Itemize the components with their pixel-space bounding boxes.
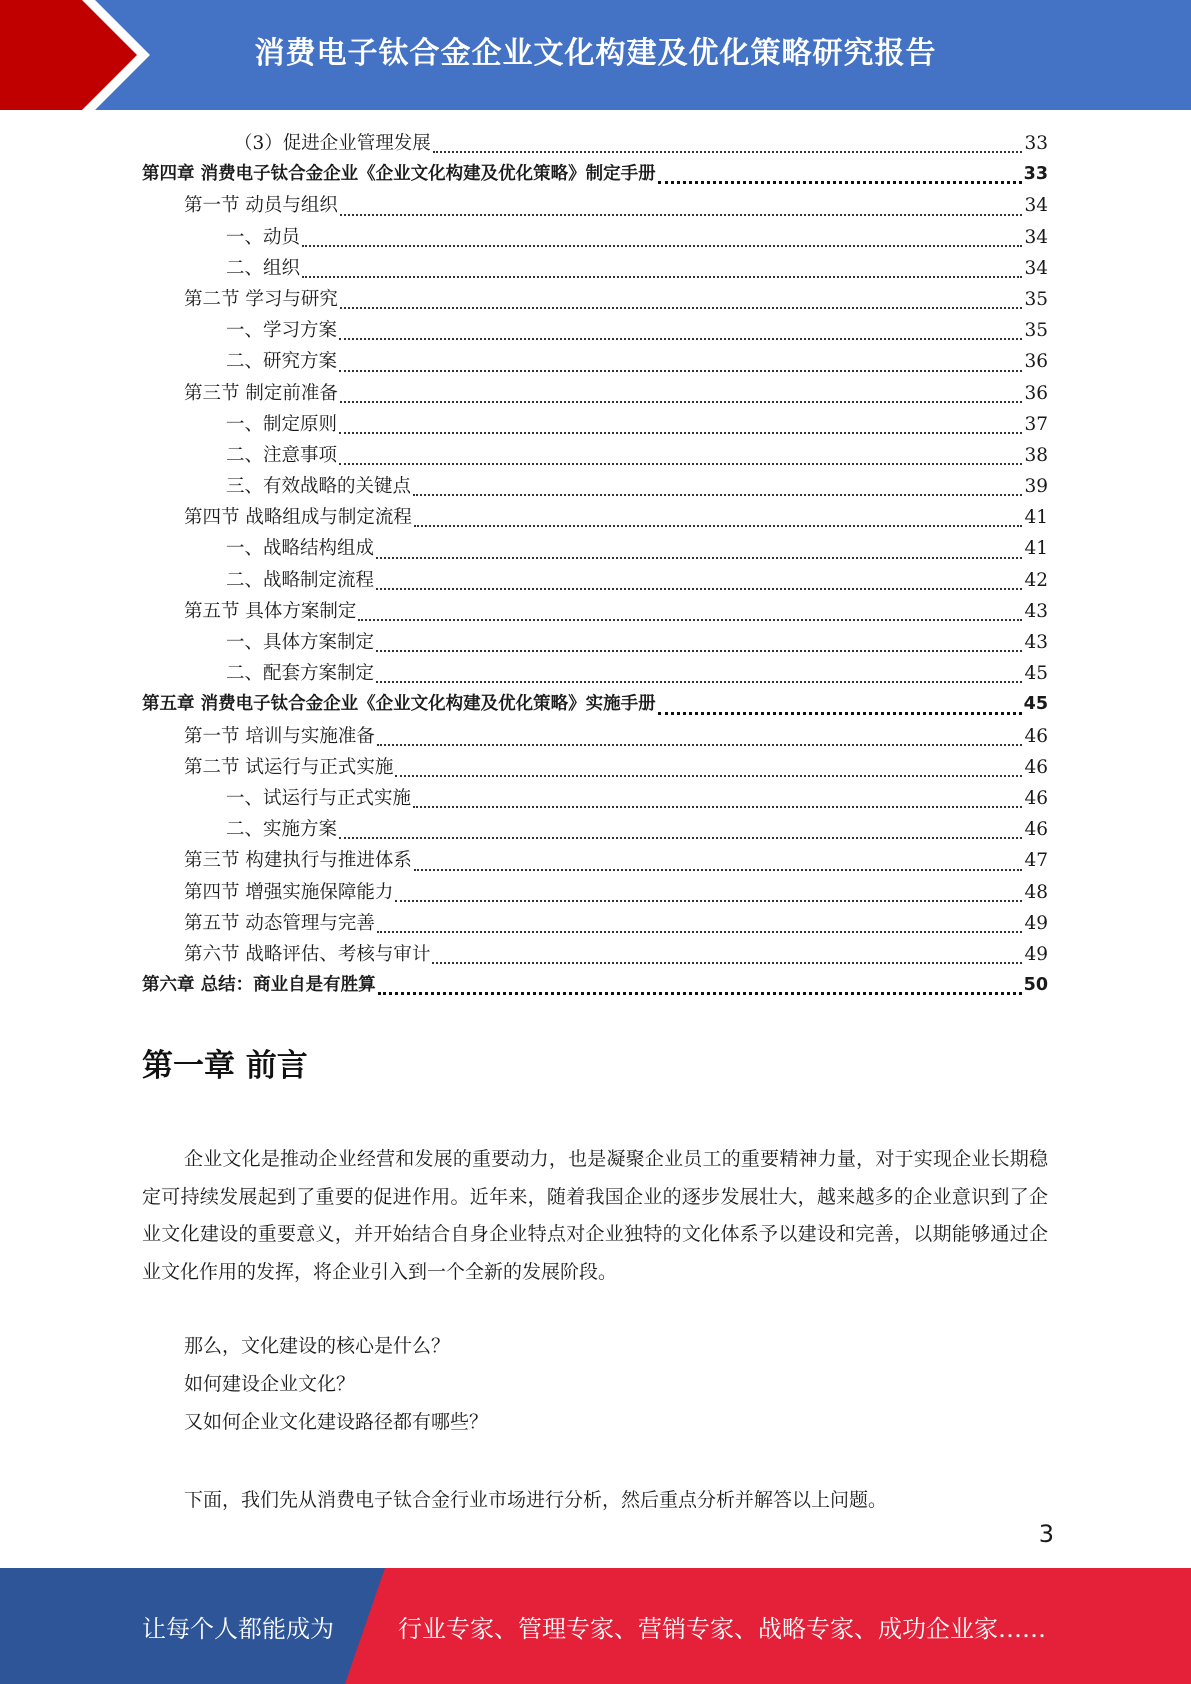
- toc-leader-dots: [395, 775, 1022, 777]
- toc-entry[interactable]: [142, 784, 1048, 815]
- toc-entry[interactable]: [142, 441, 1048, 472]
- toc-entry[interactable]: [142, 815, 1048, 846]
- toc-page-number: 42: [1024, 569, 1048, 591]
- toc-entry-text: 第三节 制定前准备: [184, 382, 338, 404]
- toc-entry-text: 第一节 培训与实施准备: [184, 725, 375, 747]
- toc-leader-dots: [432, 962, 1022, 964]
- toc-leader-dots: [339, 837, 1022, 839]
- toc-entry-text: 第六章 总结：商业自是有胜算: [142, 975, 376, 996]
- toc-page-number: 45: [1023, 694, 1048, 715]
- question-line: 如何建设企业文化？: [184, 1373, 356, 1395]
- toc-leader-dots: [376, 650, 1022, 652]
- toc-entry-text: 第四节 增强实施保障能力: [184, 881, 394, 903]
- toc-entry-text: 第二节 试运行与正式实施: [184, 756, 394, 778]
- toc-page-number: 35: [1024, 288, 1048, 310]
- toc-entry[interactable]: [142, 191, 1048, 222]
- toc-entry-text: 二、战略制定流程: [226, 569, 375, 591]
- chapter-heading: 第一章 前言: [142, 1048, 308, 1084]
- toc-entry[interactable]: [142, 410, 1048, 441]
- closing-paragraph: 下面，我们先从消费电子钛合金行业市场进行分析，然后重点分析并解答以上问题。: [184, 1489, 888, 1511]
- toc-page-number: 43: [1024, 600, 1048, 622]
- toc-entry-text: 二、配套方案制定: [226, 663, 375, 685]
- toc-page-number: 34: [1024, 257, 1048, 279]
- table-of-contents: [142, 129, 1048, 1002]
- toc-entry-text: 第五章 消费电子钛合金企业《企业文化构建及优化策略》实施手册: [142, 694, 656, 715]
- toc-leader-dots: [302, 276, 1022, 278]
- toc-leader-dots: [340, 401, 1023, 403]
- toc-entry[interactable]: [142, 379, 1048, 410]
- toc-entry[interactable]: [142, 753, 1048, 784]
- red-arrow-icon: [0, 0, 160, 110]
- toc-page-number: 48: [1024, 881, 1048, 903]
- toc-page-number: 50: [1023, 975, 1048, 996]
- toc-page-number: 41: [1024, 538, 1048, 560]
- toc-entry-text: 第六节 战略评估、考核与审计: [184, 943, 431, 965]
- toc-leader-dots: [376, 588, 1022, 590]
- toc-leader-dots: [395, 900, 1022, 902]
- toc-entry-text: 二、实施方案: [226, 819, 338, 841]
- toc-leader-dots: [339, 338, 1022, 340]
- toc-entry[interactable]: [142, 129, 1048, 160]
- toc-entry-text: 第四章 消费电子钛合金企业《企业文化构建及优化策略》制定手册: [142, 164, 656, 185]
- toc-entry[interactable]: [142, 878, 1048, 909]
- toc-entry-text: 一、制定原则: [226, 413, 338, 435]
- toc-entry[interactable]: [142, 846, 1048, 877]
- toc-page-number: 33: [1024, 133, 1048, 154]
- toc-leader-dots: [377, 931, 1023, 933]
- toc-entry-text: 第二节 学习与研究: [184, 288, 338, 310]
- toc-page-number: 43: [1024, 632, 1048, 653]
- toc-leader-dots: [377, 744, 1023, 746]
- toc-entry-text: 三、有效战略的关键点: [226, 476, 412, 498]
- toc-leader-dots: [433, 151, 1023, 153]
- toc-entry-text: 一、学习方案: [226, 320, 338, 342]
- toc-entry[interactable]: [142, 472, 1048, 503]
- toc-entry[interactable]: [142, 659, 1048, 690]
- toc-page-number: 34: [1024, 195, 1048, 217]
- toc-entry-text: 第三节 构建执行与推进体系: [184, 850, 412, 872]
- toc-leader-dots: [658, 181, 1022, 184]
- toc-entry[interactable]: [142, 285, 1048, 316]
- toc-leader-dots: [339, 432, 1022, 434]
- toc-page-number: 33: [1023, 164, 1048, 185]
- toc-entry[interactable]: [142, 597, 1048, 628]
- question-line: 又如何企业文化建设路径都有哪些？: [184, 1411, 489, 1433]
- toc-entry[interactable]: [142, 534, 1048, 565]
- toc-page-number: 46: [1024, 787, 1048, 809]
- toc-entry-text: 一、战略结构组成: [226, 538, 375, 560]
- page-footer: [0, 1568, 1191, 1684]
- toc-page-number: 45: [1024, 663, 1048, 685]
- toc-entry-text: 一、具体方案制定: [226, 632, 375, 653]
- page-number: 3: [1038, 1520, 1054, 1548]
- toc-entry[interactable]: [142, 940, 1048, 971]
- toc-leader-dots: [376, 557, 1022, 559]
- toc-page-number: 36: [1024, 382, 1048, 404]
- toc-entry[interactable]: [142, 909, 1048, 940]
- toc-entry[interactable]: [142, 316, 1048, 347]
- toc-page-number: 46: [1024, 819, 1048, 841]
- page-header: [0, 0, 1191, 110]
- footer-slogan-left: 让每个人都能成为: [142, 1614, 334, 1643]
- toc-leader-dots: [302, 245, 1022, 247]
- toc-chapter-entry[interactable]: [142, 690, 1048, 721]
- toc-page-number: 37: [1024, 413, 1048, 435]
- toc-leader-dots: [658, 712, 1022, 715]
- toc-leader-dots: [339, 370, 1022, 372]
- toc-entry-text: 二、组织: [226, 257, 301, 279]
- toc-leader-dots: [340, 214, 1023, 216]
- toc-entry[interactable]: [142, 722, 1048, 753]
- toc-leader-dots: [414, 525, 1023, 527]
- toc-leader-dots: [414, 869, 1023, 871]
- toc-chapter-entry[interactable]: [142, 160, 1048, 191]
- toc-entry-text: 二、研究方案: [226, 351, 338, 373]
- toc-entry[interactable]: [142, 503, 1048, 534]
- toc-entry[interactable]: [142, 254, 1048, 285]
- toc-entry-text: 第四节 战略组成与制定流程: [184, 507, 412, 529]
- toc-leader-dots: [340, 307, 1023, 309]
- toc-page-number: 49: [1024, 912, 1048, 934]
- toc-entry-text: （3）促进企业管理发展: [234, 133, 431, 154]
- toc-entry[interactable]: [142, 628, 1048, 659]
- toc-entry-text: 第五节 动态管理与完善: [184, 912, 375, 934]
- toc-entry-text: 第五节 具体方案制定: [184, 600, 357, 622]
- question-line: 那么，文化建设的核心是什么？: [184, 1335, 451, 1357]
- toc-entry-text: 第一节 动员与组织: [184, 195, 338, 217]
- toc-entry[interactable]: [142, 223, 1048, 254]
- report-title: 消费电子钛合金企业文化构建及优化策略研究报告: [254, 36, 937, 71]
- toc-page-number: 35: [1024, 320, 1048, 342]
- toc-entry[interactable]: [142, 347, 1048, 378]
- toc-leader-dots: [376, 681, 1022, 683]
- toc-page-number: 49: [1024, 943, 1048, 965]
- toc-leader-dots: [413, 806, 1022, 808]
- toc-leader-dots: [339, 463, 1022, 465]
- toc-page-number: 46: [1024, 756, 1048, 778]
- toc-entry-text: 二、注意事项: [226, 444, 338, 466]
- toc-leader-dots: [413, 494, 1022, 496]
- intro-paragraph: 企业文化是推动企业经营和发展的重要动力，也是凝聚企业员工的重要精神力量，对于实现企业长期稳定可持续发展起到了重要的促进作用。近年来，随着我国企业的逐步发展壮大，越来越多的企业意识到了企业文化建设的重要意义，并开始结合自身企业特点对企业独特的文化体系予以建设和完善，以期能够通过企业文化作用的发挥，将企业引入到一个全新的发展阶段。: [142, 1148, 1048, 1283]
- toc-leader-dots: [378, 992, 1022, 995]
- toc-entry-text: 一、试运行与正式实施: [226, 787, 412, 809]
- toc-entry[interactable]: [142, 566, 1048, 597]
- toc-page-number: 39: [1024, 476, 1048, 498]
- toc-page-number: 41: [1024, 507, 1048, 529]
- toc-page-number: 38: [1024, 444, 1048, 466]
- footer-slogan-right: 行业专家、管理专家、营销专家、战略专家、成功企业家……: [398, 1614, 1046, 1643]
- toc-chapter-entry[interactable]: [142, 971, 1048, 1002]
- toc-page-number: 47: [1024, 850, 1048, 872]
- toc-leader-dots: [358, 619, 1022, 621]
- toc-page-number: 36: [1024, 351, 1048, 373]
- toc-entry-text: 一、动员: [226, 226, 301, 248]
- toc-page-number: 34: [1024, 226, 1048, 248]
- toc-page-number: 46: [1024, 725, 1048, 747]
